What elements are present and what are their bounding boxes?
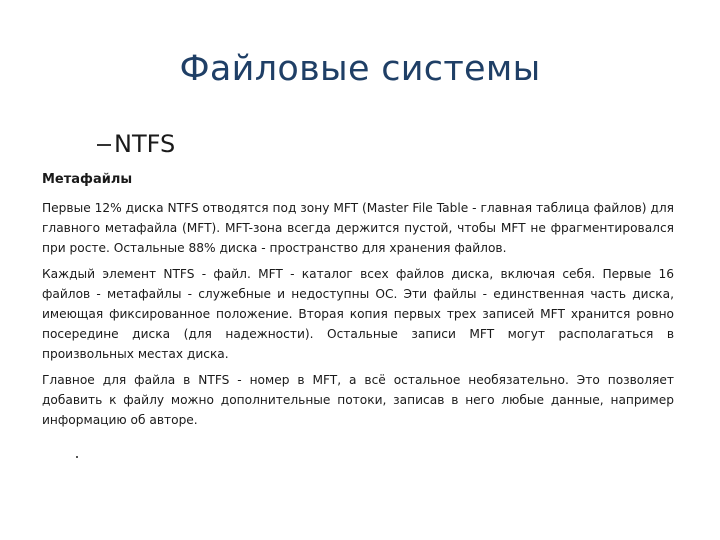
content-body: [42, 170, 674, 436]
paragraph-2: Каждый элемент NTFS - файл. MFT - каталог всех файлов диска, включая себя. Первые 16 файлов - метафайлы - служебные и недоступны ОС. Эти файлы - единственная часть диска, имеющая фиксированное положение. Вторая копия первых трех записей MFT хранится ровно посередине диска (для надежности). Остальные записи MFT могут располагаться в произвольных местах диска.: [42, 267, 674, 361]
paragraph-1: Первые 12% диска NTFS отводятся под зону MFT (Master File Table - главная таблица файлов) для главного метафайла (MFT). MFT-зона всегда держится пустой, чтобы MFT не фрагментировался при росте. Остальные 88% диска - пространство для хранения файлов.: [42, 201, 674, 255]
slide-title: Файловые системы: [179, 49, 541, 89]
paragraph-3: Главное для файла в NTFS - номер в MFT, а всё остальное необязательно. Это позволяет добавить к файлу можно дополнительные потоки, записав в него любые данные, например информацию об авторе.: [42, 373, 674, 427]
section-heading: Метафайлы: [42, 172, 133, 187]
dash-bullet-icon: [97, 144, 111, 146]
subtitle-row: [97, 126, 175, 162]
stray-dot-mark: [76, 456, 78, 458]
subtitle: NTFS: [114, 130, 176, 158]
